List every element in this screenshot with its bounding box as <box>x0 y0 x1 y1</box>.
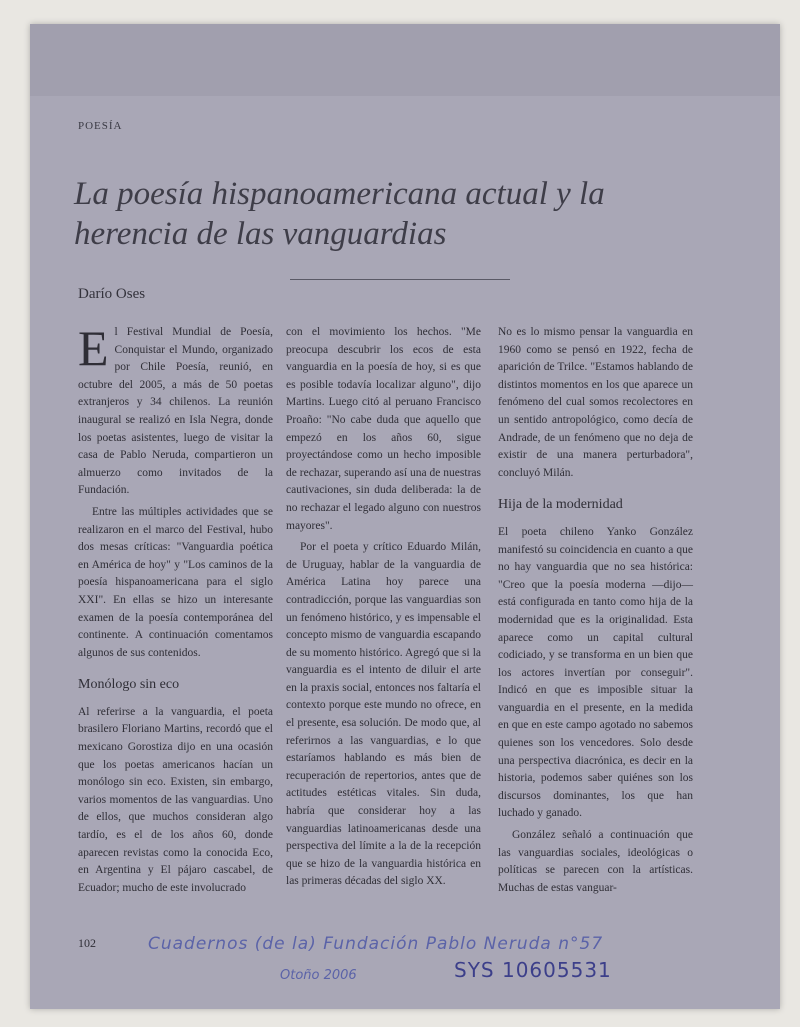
paragraph: Al referirse a la vanguardia, el poeta brasilero Floriano Martins, recordó que el mexicano Gorostiza dijo en una ocasión que los poetas americanos hacían un monólogo sin eco. Existen, sin embargo, varios momentos de las vanguardias. Uno de ellos, que muchos consideran algo tardío, es el de los años 60, donde aparecen revistas como la conocida Eco, en Argentina y El pájaro cascabel, de Ecuador; mucho de este involucrado <box>78 705 273 894</box>
title-divider <box>290 279 510 280</box>
paragraph: El poeta chileno Yanko González manifestó su coincidencia en cuanto a que no hay vanguardia que no sea histórica: "Creo que la poesía moderna —dijo— está configurada en tanto como hija de la modernidad que es la originalidad. Esta aparece como un capital cultural codiciado, y se transforma en un bien que los actores invertían por conseguir". Indicó en que es imposible situar la vanguardia en el presente, en la medida en que en este campo agotado no sabemos quienes son los vencedores. Solo desde una perspectiva diacrónica, es decir en la historia, podemos saber quiénes son los discursos dominantes, los que han luchado y ganado. <box>498 525 693 820</box>
handwritten-date: Otoño 2006 <box>280 968 357 983</box>
article-title: La poesía hispanoamericana actual y la herencia de las vanguardias <box>74 176 605 252</box>
handwritten-citation: Cuadernos (de la) Fundación Pablo Neruda n°57 <box>148 934 604 954</box>
paragraph: González señaló a continuación que las vanguardias sociales, ideológicas o políticas se parecen con la artísticas. Muchas de estas vanguar- <box>498 829 693 894</box>
page-top-band <box>30 24 780 96</box>
paragraph: Por el poeta y crítico Eduardo Milán, de Uruguay, hablar de la vanguardia de América Latina hoy parece una contradicción, porque las vanguardias son un fenómeno histórico, y es impensable el concepto mismo de vanguardia escapando de su momento histórico. Agregó que si la vanguardia es el intento de diluir el arte en la praxis social, entonces nos faltaría el contexto porque este mundo no ofrece, en el presente, esa solución. De modo que, al referirnos a las vanguardias, e lo que estaríamos hablando es más bien de recuperación de repertorios, antes que de actitudes estéticas vitales. Sin duda, habría que considerar hoy a las vanguardias latinoamericanas desde una perspectiva del límite a la de la recepción que se hizo de la vanguardia histórica en las primeras décadas del siglo XX. <box>286 541 481 888</box>
paragraph: Entre las múltiples actividades que se realizaron en el marco del Festival, hubo dos mesas críticas: "Vanguardia poética en América de hoy" y "Los caminos de la poesía hispanoamericana para el siglo XXI". En ellas se hizo un interesante examen de la poesía contemporánea del continente. A continuación comentamos algunos de sus contenidos. <box>78 505 273 659</box>
text-column-1 <box>78 320 273 901</box>
text-column-2 <box>286 324 481 895</box>
subheading: Hija de la modernidad <box>498 497 623 513</box>
page-number: 102 <box>78 936 96 950</box>
section-label: POESÍA <box>78 120 123 132</box>
paragraph: con el movimiento los hechos. "Me preocupa descubrir los ecos de esta vanguardia en la poesía de hoy, si es que es posible todavía localizar alguno", dijo Martins. Luego citó al peruano Francisco Proaño: "No cabe duda que aquello que empezó en los años 60, sigue proyectándose como un hecho imposible de rechazar, superando así una de nuestras cautivaciones, sin duda deliberada: la de no rechazar el legado alguno con nuestros mayores". <box>286 326 481 532</box>
text-column-3 <box>498 324 693 901</box>
paragraph: No es lo mismo pensar la vanguardia en 1960 como se pensó en 1922, fecha de aparición de Trilce. "Estamos hablando de distintos momentos en los que aparece un fenómeno del cual somos recolectores en un sentido antropológico, como decía de Andrade, de un fenómeno que no deja de existir de una manera perturbadora", concluyó Milán. <box>498 326 693 479</box>
handwritten-catalog-code: SYS 10605531 <box>454 958 612 982</box>
drop-cap: E <box>78 320 109 376</box>
paragraph: El Festival Mundial de Poesía, Conquistar el Mundo, organizado por Chile Poesía, reunió, en octubre del 2005, a más de 50 poetas extranjeros y 34 chilenos. La reunión inaugural se realizó en Isla Negra, donde los poetas asistentes, luego de visitar la casa de Pablo Neruda, compartieron un almuerzo como invitados de la Fundación. <box>78 320 273 497</box>
subheading: Monólogo sin eco <box>78 677 180 693</box>
article-author: Darío Oses <box>78 286 146 302</box>
scanned-page <box>30 24 780 1009</box>
